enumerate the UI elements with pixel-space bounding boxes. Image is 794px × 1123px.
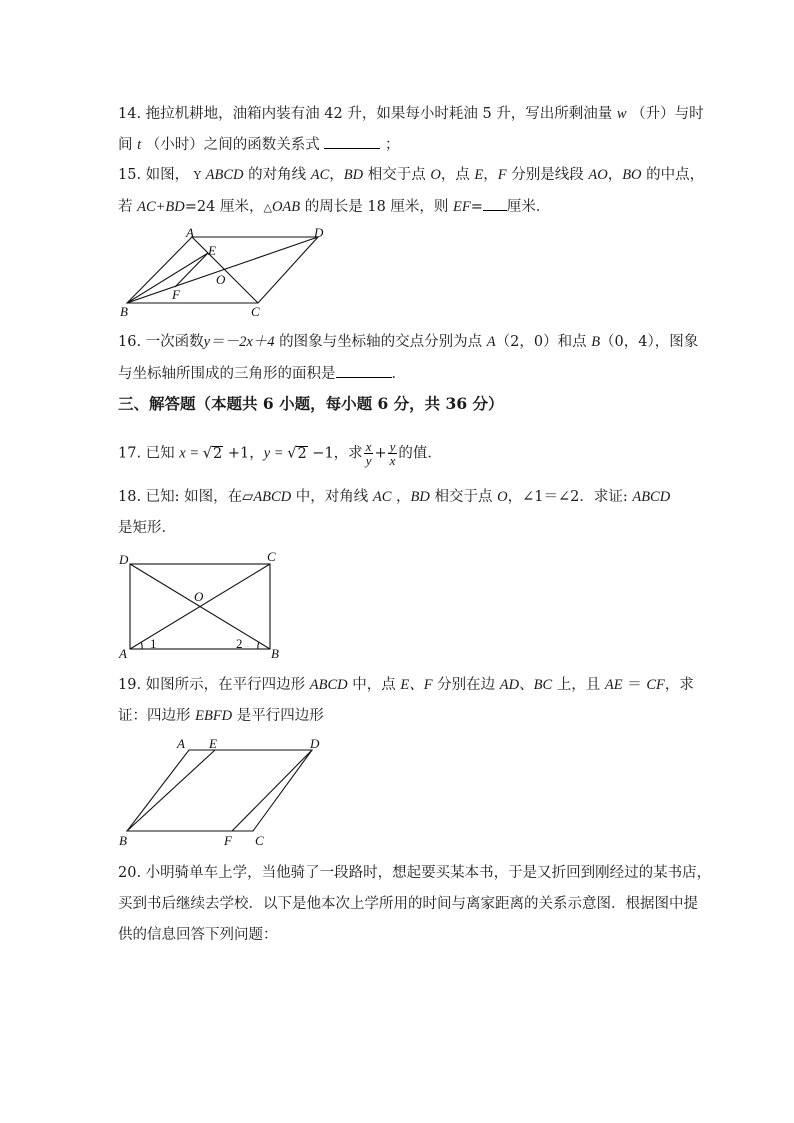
sqrt-symbol: √ — [202, 445, 213, 462]
angle-2-arc — [258, 642, 259, 649]
label-e: E — [208, 243, 216, 258]
angle-1-arc — [141, 642, 142, 649]
segment-be — [127, 253, 208, 303]
q14-line-2: 间 t （小时）之间的函数关系式 ； — [118, 134, 399, 155]
segment-fd — [232, 750, 312, 831]
q15-parallelogram-figure — [110, 226, 340, 320]
q19-line-2: 证：四边形 EBFD 是平行四边形 — [118, 708, 324, 724]
label-o: O — [194, 589, 204, 604]
angle-2-label: 2 — [236, 636, 243, 651]
label-f: F — [224, 833, 232, 848]
sqrt-symbol: √ — [287, 445, 297, 462]
q18-line-1: 18. 已知: 如图，在▱ABCD 中，对角线 AC ，BD 相交于点 O，∠1＝∠2．求证: ABCD — [118, 489, 671, 505]
label-c: C — [251, 304, 260, 319]
label-a: A — [177, 736, 185, 751]
label-o: O — [216, 272, 226, 287]
label-c: C — [255, 833, 264, 848]
label-d: D — [119, 552, 129, 567]
label-b: B — [271, 646, 279, 661]
answer-blank — [324, 134, 380, 149]
label-a: A — [119, 646, 127, 661]
section-heading: 三、解答题（本题共 6 小题，每小题 6 分，共 36 分） — [118, 394, 504, 413]
q20-line-2: 买到书后继续去学校．以下是他本次上学所用的时间与离家距离的关系示意图．根据图中提 — [118, 896, 698, 912]
q19-parallelogram-figure — [112, 735, 332, 851]
segment-be — [127, 750, 215, 831]
q20-line-1: 20. 小明骑单车上学，当他骑了一段路时，想起要买某本书，于是又折回到刚经过的某书店， — [118, 865, 712, 881]
q18-rectangle-figure — [112, 548, 292, 664]
label-e: E — [209, 736, 217, 751]
q16-line-2: 与坐标轴所围成的三角形的面积是 ． — [118, 363, 406, 384]
label-a: A — [186, 226, 194, 240]
answer-blank — [483, 196, 507, 211]
fraction-x-over-y: $\frac{x}{y}$ — [365, 439, 372, 468]
angle-1-label: 1 — [150, 636, 157, 651]
label-c: C — [267, 549, 276, 564]
q15-line-2: 若 AC+BD=24 厘米，△OAB 的周长是 18 厘米，则 EF= 厘米． — [118, 196, 550, 218]
q15-line-1: 15. 如图， Y ABCD 的对角线 AC，BD 相交于点 O，点 E，F 分别是线段 AO，BO 的中点， — [118, 167, 705, 183]
label-d: D — [314, 226, 324, 240]
q18-line-2: 是矩形． — [118, 520, 176, 536]
label-f: F — [172, 287, 180, 302]
q20-line-3: 供的信息回答下列问题： — [118, 927, 278, 943]
fraction-y-over-x: $\frac{y}{x}$ — [389, 439, 396, 468]
answer-blank — [336, 363, 392, 378]
q19-line-1: 19. 如图所示，在平行四边形 ABCD 中，点 E、F 分别在边 AD、BC 上，且 AE ＝ CF，求 — [118, 677, 694, 693]
label-b: B — [120, 304, 128, 319]
label-b: B — [119, 833, 127, 848]
diagonal-ac — [192, 237, 258, 303]
q17-line: 17. 已知 x = √2 +1，y = √2 −1，求 $\frac{x}{y}$ + $\frac{y}{x}$ 的值． — [118, 439, 442, 468]
q16-line-1: 16. 一次函数y＝－2x＋4 的图象与坐标轴的交点分别为点 A（2，0）和点 B（0，4），图象 — [118, 334, 699, 350]
label-d: D — [310, 736, 320, 751]
q14-line-1: 14. 拖拉机耕地，油箱内装有油 42 升，如果每小时耗油 5 升，写出所剩油量 w （升）与时 — [118, 106, 704, 122]
diagonal-bd — [127, 237, 318, 303]
parallelogram-abcd — [127, 750, 312, 831]
